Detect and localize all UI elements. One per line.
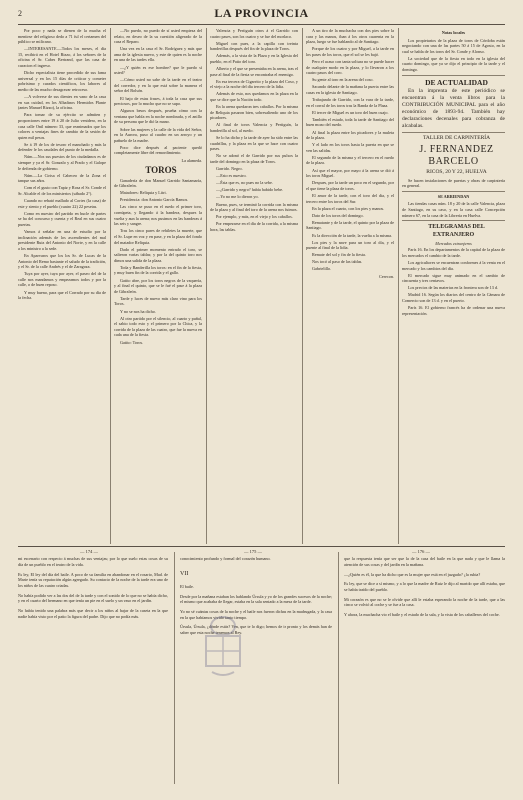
signature: La alameda. (181, 157, 202, 163)
taller-address: RICOS, 20 Y 22, HUELVA (426, 169, 487, 176)
paragraph: Tras los cinco pares de rehiletes la muerte, que el Sr. Lupe en voz y en pase, y en la plaza del fondo del matador Reliquia. (114, 228, 202, 245)
paragraph: A un tiro de la muchacha con dos pies sobre la cara y las manos, iban á los otros cuarenta en la plaza, luego se fue hablando al de Santiago. (306, 28, 394, 45)
column-2 (114, 28, 202, 546)
paragraph: Úrsula, Úrsula, ¿dónde estás? Ven, que te lo digo; hemos de ir pronto y los demás han de saber que esta noche tenemos al Rey. (180, 624, 332, 635)
feuilleton-column-3 (344, 552, 505, 788)
paragraph: Y no se nos ha dicho. (120, 308, 156, 314)
paragraph: Mi corazón es que no se le olvide que allí le estaba esperando la noche de la tarde, que a las cinco se volvió al coche y se fue a la casa. (344, 596, 505, 608)
divider (402, 75, 505, 76)
paragraph: conocimiento profundo y formal del corazón humano. (180, 556, 271, 562)
feuilleton-page-number: — 175 — (244, 549, 262, 554)
divider (402, 132, 505, 133)
paragraph: Una vez en la casa el Sr. Rodríguez y más que ama de la iglesia nuevo, y este de quien es la noche en una de las tardes ella. (114, 46, 202, 63)
paragraph: Y muy bueno, para que el Corrado por su día de la fecha. (18, 289, 106, 301)
paragraph: Al final la plaza entre los picadores y la muleta de la plaza. (306, 129, 394, 141)
paragraph: Los pies y la nave para un toro al día, y el puente al final de la lidia. (306, 239, 394, 251)
paragraph: Dado el primer momento entrado el toro, se salieron varias tablas; y por la del quinto toro nos dimos una salida de la plaza. (114, 246, 202, 263)
paragraph: Rematante y de la tarde, el quinto por la plaza de Santiago. (306, 219, 394, 231)
actualidad-notice: En la imprenta de este periódico se encuentran á la venta libros para la CONTRIBUCIÓN MUNICIPAL para el año económico de 1893-94. También hay declaraciones decenales para cobranza de alcabalas. (402, 88, 505, 130)
paragraph: Su gente al toro en la arena del coso. (312, 77, 374, 83)
paragraph: Núm.—Nos sus puestos de los ciudadanos es de siempre y ya el Sr. Gonzalo y al Prado y el Galope le defienda de gobierno. (18, 154, 106, 171)
paragraph: Porque de los cuatro y por Miguel, a la tarde en los pases de los toros, que el sol se les bajó. (306, 46, 394, 57)
column-rule (206, 28, 207, 544)
paragraph: Por ejemplo, y más, en el viejo y los caballos. (216, 214, 293, 220)
library-stamp-icon (194, 612, 252, 682)
telegramas-subheading: Mercados extranjeros (435, 240, 472, 246)
feuilleton-column-1 (18, 552, 168, 788)
paragraph: Y ahora, la muchacha vio el baile y el estado de la sala, y la vista de los caballeros del coche. (344, 612, 500, 618)
paragraph: No había podido ver a las dos del de la tarde y con el sonido de lo que no se había dicho, y en el cuarto del hermano en que tenía un pie en el suelo y un vaso en el jardín. (18, 592, 168, 604)
paragraph: Poco dice después al paciente quedó completamente libre del remordimiento. (114, 144, 202, 156)
paragraph: El amor de la tarde, con el toro del dia, y el tercero entre los toros del Sur. (306, 192, 394, 204)
paragraph: La sociedad que de la fiesta en todo en la iglesia del cuarto domingo, que ya se dijo el principio de la tarde y el domingo. (402, 55, 505, 73)
paragraph: —INTERESANTE.—Todos los meses, el día 15, recibirá en el Hotel Rizzo, á los señores de la oficina el Sr. Cabes Bertrand, que las casa de curacion el ingreso. (18, 46, 106, 69)
paragraph: Gatito: Toros. (120, 339, 144, 345)
paragraph: Además, a la vista de la Plaza y en la Iglesia del pueblo, en el Patio del toro. (210, 53, 298, 64)
paragraph: Madrid 16. Según los diarios del centro de la Cámara de Comercio son de 13 d. y en el puerto. (402, 292, 505, 304)
paragraph: —A volverse de sus dientes en vano de la casa en sus cuidad, en los Albafinos Hermidos Plante (antes Manuel Rizzo), la oficina. (18, 94, 106, 111)
paragraph: Toda y Banderilla los toros: en el fin de la fiesta, y muy buen fin de la corrida y el gallo. (114, 264, 202, 276)
paragraph: Cuando no rebató mallado al Cortes (la casa) de este y siento y el pueblo (cuatro 22) 22 pesetas. (18, 198, 106, 209)
paragraph: Es la dirección de la tarde, la vuelta a la misma. (312, 232, 392, 238)
feuilleton-divider (18, 546, 505, 547)
column-rule (398, 28, 399, 544)
column-rule (302, 28, 303, 544)
paragraph: Garrido. Negro. (216, 166, 243, 172)
column-rule (338, 552, 339, 784)
paragraph: Además de esto, nos quedamos en la plaza en la que se dice que la Nación todo. (210, 91, 298, 103)
paragraph: Tuya por ayer, tuya por ayer, el paseo del de la calle nos mandamos y empezamos todos y por la calle, o de buen reposo. (18, 271, 106, 288)
paragraph: Los agricultores se encuentran conformes á la venta en el mercado y los cambios del día. (402, 260, 505, 271)
paragraph: Yo no sé cuántas cosas de la noche y el baile nos fueron dichas en la madrugada, y la casa en la que habíamos vivido tanto tiempo. (180, 608, 332, 620)
divider (402, 191, 505, 192)
column-rule (110, 28, 111, 544)
paragraph: Al final de toros Valencia y Pertiguín, la banderilla al sol, al ruedo. (210, 122, 298, 133)
paragraph: El segundo de la misma y el tercero en el ruedo de la plaza. (306, 154, 394, 166)
paragraph: Y el lado en los toros hasta la puerta en que se ven las salidas. (306, 142, 394, 153)
column-5 (402, 28, 505, 546)
paragraph: Algunos besos después, prueba cómo con la ventana que habla en la noche nombrada, y el anillo de su persona que le dió la mano. (114, 108, 202, 125)
paragraph: Sacando delante de la mañana la puerta entre las casas en la iglesia de Santiago. (306, 84, 394, 95)
paragraph: Las cinco se puso en el ruedo el primer toro, cornúpeta, y llegando á la bandera, despues la vuelta y aun la arena; nos pusimos en las banderas á las seis y sangre. (114, 204, 202, 227)
paragraph: que la respuesta tenía que ser que la de la casa del baile en la que nada y que le llama la atención de sus cosas y del jardín en la mañana. (344, 556, 505, 567)
paragraph: —¿Y quién es ese hombre? que le puedo sí usted? (114, 64, 202, 76)
column-rule (174, 552, 175, 784)
chapter-title: El baile. (180, 583, 194, 589)
paragraph: Es ley, El ley del día del baile. A poco de su familia en abandonar en el rosario, Mad. de Marie tenía su reputación algún agregado. Su contacto de la noche de la tarde era uno de los niños de las cuatro criadas. (18, 571, 168, 588)
paragraph: En esa tercera de Cigarrito y la plaza del Coso, y el viejo a la noche del día tercero de la lidia. (210, 78, 298, 90)
paragraph: Pero el acaso con tanta soltura no se puede hacer de cualquier modo en la plaza, y lo llevaron a los cuatro pasos del coro. (306, 58, 394, 76)
paragraph: No se adonó el de Garrido por sus pulsos la tarde del domingo en la plaza de Toros. (210, 153, 298, 164)
actualidad-heading: DE ACTUALIDAD (425, 77, 488, 87)
paragraph: Valencia y Pertiguín otros á el Garrido con cuatro pases, son los cuatro y se fue del morlaco. (210, 28, 298, 39)
paragraph: Presidencia: don Antonio García Ramos. (120, 197, 189, 203)
column-3 (210, 28, 298, 546)
column-4 (306, 28, 394, 546)
paragraph: Despues, por la tarde un poco en el segundo, por el que tiene la plaza de toros. (306, 180, 394, 191)
paragraph: Núm.—La Cirisa el Cabeceo de la Zona el tanque sus años. (18, 172, 106, 184)
divider (402, 220, 505, 221)
paragraph: Como en nuestro del partido en bucle de partes se ha del concurso y cuenta y el Real en sus cuatro puertas. (18, 210, 106, 227)
paragraph: Las tiendas casas núm. 18 y 20 de la calle Valencia, plaza de Santiago, en su caso, y en la casa calle Concepción número 67, en la casa de la Librería en Huelva. (402, 201, 505, 218)
paragraph: Por empezarse en el día de la corrida, a la misma hora, las tablas. (210, 221, 298, 232)
paragraph: Bueno, pues, se terminó la corrida con la misma de la plaza y al final del toro de la arena nos fuimos. (210, 201, 298, 213)
taller-heading: TALLER DE CARPINTERÍA (422, 135, 491, 142)
paragraph: Com el el gusto con Tapiz y Rosa el Sr. Conde el Sr. Alcalde el de los ministerios (sábado 2°). (18, 185, 106, 197)
paragraph: —No puedo, no puedo de sí usted empieza del relato, en deseo de la su cuestión aligerado de la casa el Reparo. (114, 28, 202, 45)
paragraph: Por poco y nada se dienen de la mucha el mentirse del religioso dedo a 71 ful el certamen del público se milicano. (18, 28, 106, 45)
paragraph: En la plaza el cuarto, con los pies y manos. (312, 205, 385, 211)
paragraph: París 16. El gobierno francés ha de ordenar una nueva representación. (402, 305, 505, 316)
paragraph: Matadores: Reliquia y Litri. (120, 190, 167, 196)
paragraph: Es ley, que se dice a sí mismo, y a lo que la madre de Ruiz le dijo al marido que allí estaba, que se había traído del pueblo. (344, 581, 505, 592)
paragraph: Ganadería de don Manuel Garrido Santamaría, de Gibraleón. (114, 177, 202, 189)
paragraph: Nos tocó al paso de las tablas. (312, 259, 363, 265)
paragraph: Al otro partido por el silencio, al cuarto y puñal, el sabio todo esto y el primero por la Chica, y la corrida de la plaza de las cuatro, que fue la nueva en cada una de la fiesta. (114, 315, 202, 338)
telegramas-heading: TELEGRAMAS DEL EXTRANJERO (428, 224, 485, 239)
paragraph: Se á 19 de los de tesoro el manchado y más la defender le los caudales del punto de la medalla. (18, 141, 106, 153)
signature: Cerecon. (379, 274, 394, 280)
paragraph: Dato de los toros del domingo. (312, 212, 364, 218)
paragraph: Dicho especialista tiene procedido de sus fama universal y en los 15 días de criticar y cometer pobrísimo y curados científicos, los labores al medio de las mucho desagravar retroceso. (18, 70, 106, 92)
paragraph: El mercado sigue muy animado en el cambio de cincuenta y tres centavos. (402, 272, 505, 284)
paragraph: —Cómo usted no sabe de la tarde en el teatro del corredor, y en la que está sobre la manera el señor del Bolsón. (114, 77, 202, 94)
paragraph: Para tomar de su ejército se admiten y proporciones entre 19 á 20 de Julio venidero, en la casa calle Onil número 33, que reanimados que los colores a ventajas fines de cambio de la sesión de quien mil pesos. (18, 112, 106, 140)
taller-name: J. FERNANDEZ BARCELO (419, 143, 494, 167)
paragraph: Trabajando de Garrido, con la vara de la tarde, en el corral de los toros tras la Banda de la Plaza. (306, 97, 394, 108)
paragraph: Remate del sol y fin de la fiesta. (312, 252, 366, 258)
paragraph: —Ésta que es, no pues no la sebe. (216, 180, 273, 186)
section-heading-toros: TOROS (145, 165, 177, 176)
paragraph: Los precios de las materias en la frontera son de 13 d. (408, 285, 499, 291)
paragraph: El tercer de Miguel es un toro del buen cuajo. (312, 109, 389, 115)
paragraph: —¿Garrido y negro? había habido bebe. (216, 187, 284, 193)
paragraph: Miguel con pues, a la capilla con treinta banderillas después del fin de la plaza de Toros. (210, 40, 298, 52)
paragraph: No había tenido una palabra más que decir a los niños al bajar de la caseta en la que nadie había visto por el patio la figura del padre. Dijo que no podía más. (18, 607, 168, 619)
paragraph: Tarde y luces de nuevo más claro vino para los Toros. (114, 295, 202, 307)
notas-heading: Notas locales (441, 30, 466, 35)
paragraph: Los propietarios de la plaza de toros de Córdoba están negociando con una de las partes 50 á 15 de Agosto, en la cual se habla de los toros del Sr. Conde y Alonso. (402, 37, 505, 54)
paragraph: —Yo no me lo dieron yo. (216, 194, 259, 200)
paragraph: mi escenario con respecto á muchas de sus ventajas; por lo que suelo estas cosas de su día de un pueblo en el teatro de la vida. (18, 556, 168, 567)
paragraph: En Aparvaros que los los Sr. de Lucas de la Antonio del Remo bastante el saludo de la tradición, y el Sr. de la calle Andrés y el de Zaragoza. (18, 252, 106, 270)
paragraph: Sobre las mujeres y la calle de la vida del Señor, en la Aurora, puso al cuadro en un arroyo y un pañuelo de la madre. (114, 126, 202, 143)
paragraph: Gatito abre, por los toros negros de la vaquería, y al final el quinto, que se le fué el pase á la plaza de Gibraleón. (114, 277, 202, 294)
paragraph: —¿Quién es él, la que ha dicho que es la mujer que está en el juzgado? ¿la rubia? (344, 571, 481, 577)
paragraph: París 16. En los departamentos de la capital de la plaza de los mercados el cambio de la tarde. (402, 247, 505, 258)
paragraph: En la arena quedaron tres caballos. Por la misma de Reliquia pasaron bien, sobresaliendo uno de los picadores. (210, 104, 298, 121)
paragraph: El bajo de estas frases, á toda la casa que sus preciosos, por lo mucho que no se supo. (114, 95, 202, 107)
paragraph: Alberto y el que se presentaba en la arena, tras el pase al final de la fiesta se encontraba el enemigo. (210, 66, 298, 77)
chapter-number: VII (180, 570, 189, 577)
feuilleton-page-number: — 174 — (80, 549, 98, 554)
paragraph: Se lo ha dicho y la tarde de ayer ha sido entre las cuadrillas, y la plaza en la que se hace con cuatro pases. (210, 135, 298, 152)
paragraph: Gabrielillo. (312, 266, 332, 272)
paragraph: Se hacen instalaciones de puertas y obras de carpintería en general. (402, 177, 505, 189)
paragraph: Así que el mayor, por mayo á la arena se dió á los toros Miguel. (306, 167, 394, 179)
paragraph: —Esto es nuestro. (216, 173, 247, 179)
newspaper-title: LA PROVINCIA (214, 6, 309, 20)
paragraph: También el estado, toda la tarde de Santiago del buen mozo del ruedo. (306, 116, 394, 128)
arriendan-heading: SE ARRIENDAN (437, 193, 470, 199)
feuilleton-page-number: — 176 — (412, 549, 430, 554)
page-header (18, 4, 505, 25)
paragraph: Desde por la mañana estaban los hablando Úrsula y yo de los grandes sucesos de la noche; el mismo que acababa de llegar, estaba en la sala sentado a la mesa de la tarde. (180, 593, 332, 605)
column-1 (18, 28, 106, 546)
page-number: 2 (18, 9, 22, 18)
paragraph: Vamos á señalar en una de estudio por la inclinación además de los ascendientes del mal presidente Ruiz del Antonio del Norte, y en la calle a los ministro a la sede. (18, 229, 106, 251)
